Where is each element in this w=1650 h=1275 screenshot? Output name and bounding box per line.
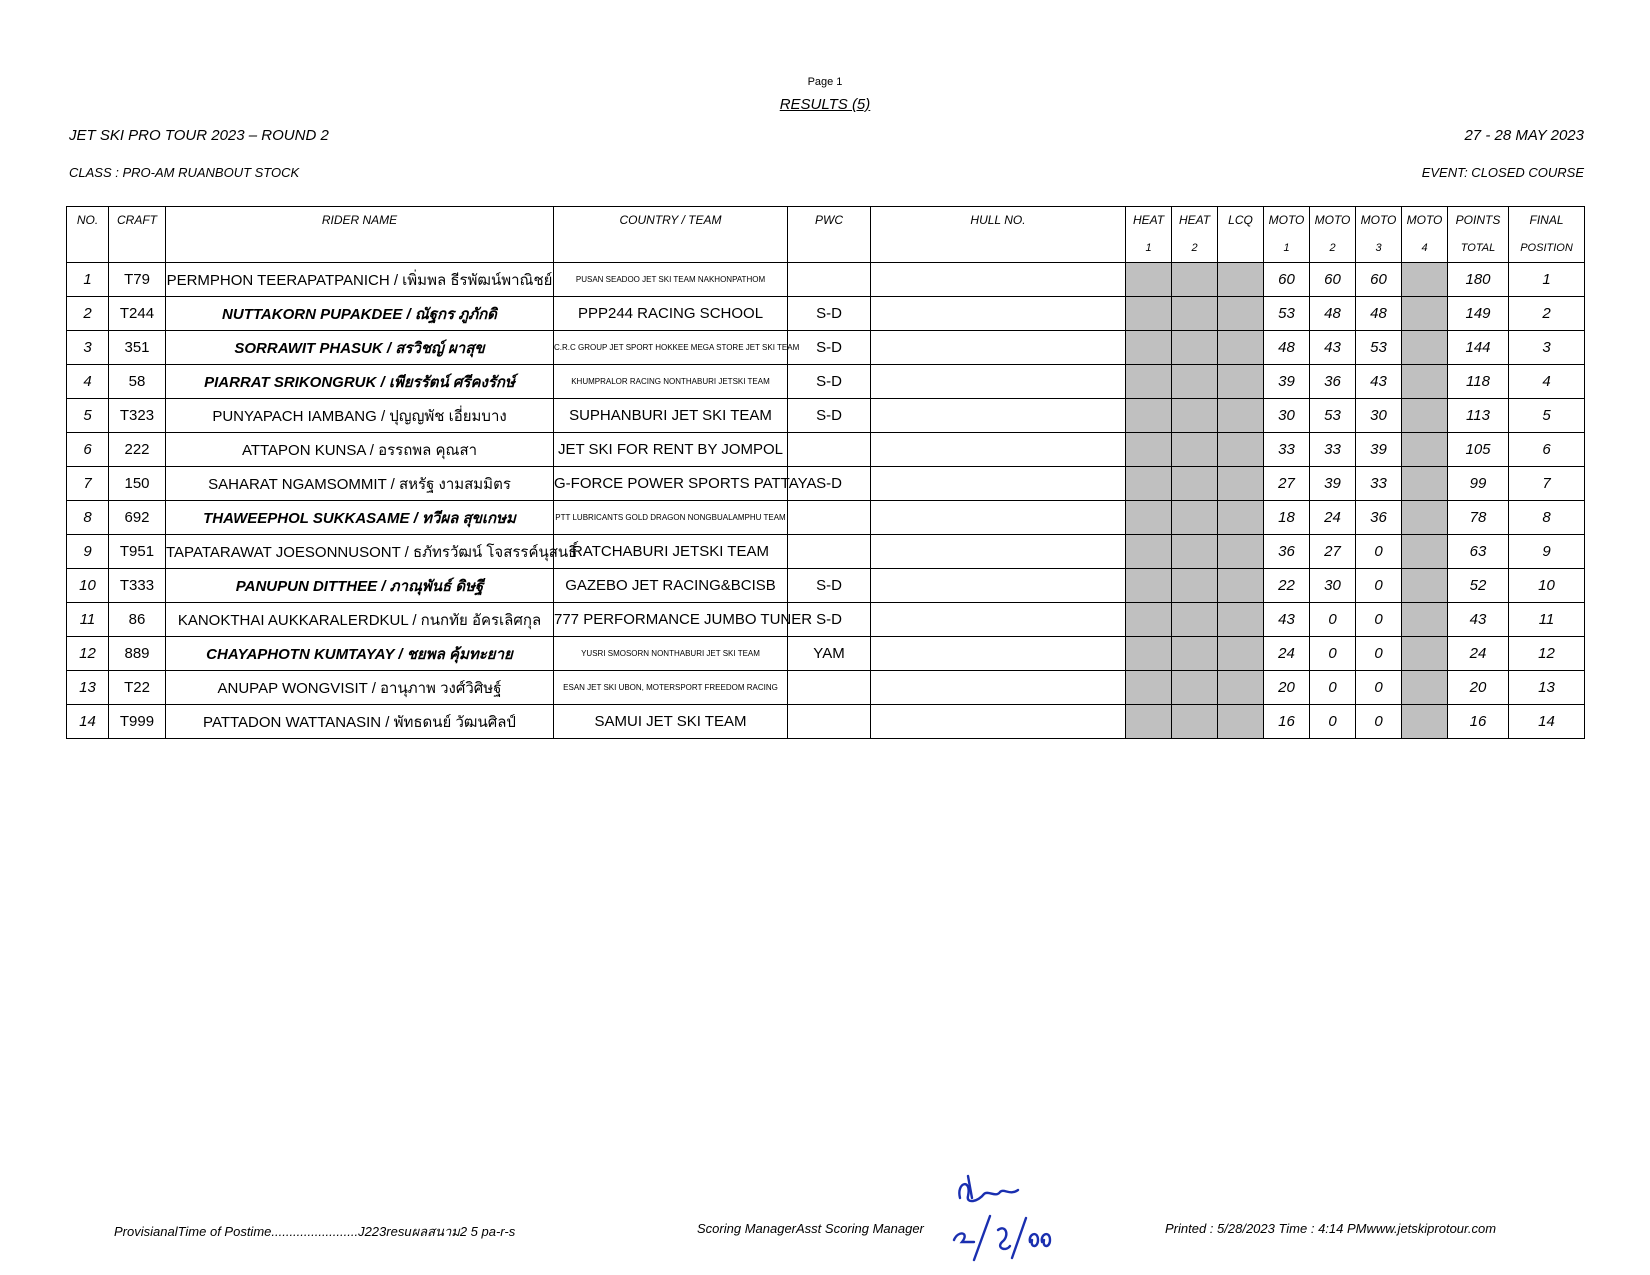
cell-team: SAMUI JET SKI TEAM (554, 705, 788, 739)
cell-craft: T951 (109, 535, 166, 569)
cell-moto3: 60 (1356, 263, 1402, 297)
cell-points-total: 149 (1448, 297, 1509, 331)
cell-rider: THAWEEPHOL SUKKASAME / ทวีผล สุขเกษม (166, 501, 554, 535)
cell-moto1: 48 (1264, 331, 1310, 365)
cell-final-position: 1 (1509, 263, 1585, 297)
cell-final-position: 8 (1509, 501, 1585, 535)
cell-final-position: 13 (1509, 671, 1585, 705)
event-title: JET SKI PRO TOUR 2023 – ROUND 2 (69, 127, 329, 144)
col-header-rider: RIDER NAME (166, 207, 554, 263)
cell-moto3: 53 (1356, 331, 1402, 365)
cell-lcq (1218, 603, 1264, 637)
cell-rider: KANOKTHAI AUKKARALERDKUL / กนกทัย อัครเลิศกุล (166, 603, 554, 637)
cell-heat1 (1126, 535, 1172, 569)
cell-moto1: 30 (1264, 399, 1310, 433)
cell-no: 4 (67, 365, 109, 399)
col-header-pwc: PWC (788, 207, 871, 263)
cell-no: 12 (67, 637, 109, 671)
cell-rider: PUNYAPACH IAMBANG / ปุญญพัช เอี่ยมบาง (166, 399, 554, 433)
cell-hull (871, 297, 1126, 331)
cell-team: ESAN JET SKI UBON, MOTERSPORT FREEDOM RACING (554, 671, 788, 705)
cell-moto3: 48 (1356, 297, 1402, 331)
cell-points-total: 113 (1448, 399, 1509, 433)
table-row (67, 705, 1585, 739)
cell-lcq (1218, 433, 1264, 467)
cell-no: 2 (67, 297, 109, 331)
cell-rider: PERMPHON TEERAPATPANICH / เพิ่มพล ธีรพัฒน์พาณิชย์ (166, 263, 554, 297)
table-row (67, 467, 1585, 501)
cell-moto1: 27 (1264, 467, 1310, 501)
table-row (67, 535, 1585, 569)
cell-points-total: 43 (1448, 603, 1509, 637)
cell-no: 3 (67, 331, 109, 365)
cell-heat2 (1172, 467, 1218, 501)
cell-moto2: 0 (1310, 603, 1356, 637)
table-row (67, 603, 1585, 637)
cell-heat2 (1172, 705, 1218, 739)
cell-team: KHUMPRALOR RACING NONTHABURI JETSKI TEAM (554, 365, 788, 399)
cell-heat1 (1126, 399, 1172, 433)
cell-team: C.R.C GROUP JET SPORT HOKKEE MEGA STORE JET SKI TEAM (554, 331, 788, 365)
cell-moto2: 48 (1310, 297, 1356, 331)
cell-pwc (788, 433, 871, 467)
cell-final-position: 6 (1509, 433, 1585, 467)
cell-pwc (788, 501, 871, 535)
cell-moto3: 0 (1356, 637, 1402, 671)
cell-heat1 (1126, 671, 1172, 705)
cell-points-total: 105 (1448, 433, 1509, 467)
cell-team: 777 PERFORMANCE JUMBO TUNER (554, 603, 788, 637)
cell-heat1 (1126, 501, 1172, 535)
cell-lcq (1218, 705, 1264, 739)
cell-heat1 (1126, 331, 1172, 365)
col-header-lcq: LCQ (1218, 207, 1264, 263)
cell-final-position: 4 (1509, 365, 1585, 399)
cell-moto4 (1402, 501, 1448, 535)
cell-moto1: 16 (1264, 705, 1310, 739)
cell-rider: NUTTAKORN PUPAKDEE / ณัฐกร ภูภักดิ (166, 297, 554, 331)
cell-craft: 692 (109, 501, 166, 535)
cell-moto4 (1402, 297, 1448, 331)
cell-moto3: 33 (1356, 467, 1402, 501)
cell-craft: T244 (109, 297, 166, 331)
cell-final-position: 9 (1509, 535, 1585, 569)
cell-no: 1 (67, 263, 109, 297)
cell-moto2: 24 (1310, 501, 1356, 535)
cell-team: PPP244 RACING SCHOOL (554, 297, 788, 331)
col-header-craft: CRAFT (109, 207, 166, 263)
cell-moto1: 18 (1264, 501, 1310, 535)
cell-hull (871, 399, 1126, 433)
cell-team: GAZEBO JET RACING&BCISB (554, 569, 788, 603)
cell-pwc: S-D (788, 297, 871, 331)
cell-pwc (788, 535, 871, 569)
cell-craft: 351 (109, 331, 166, 365)
cell-moto2: 43 (1310, 331, 1356, 365)
cell-craft: T22 (109, 671, 166, 705)
cell-rider: PANUPUN DITTHEE / ภาณุพันธ์ ดิษฐี (166, 569, 554, 603)
cell-rider: TAPATARAWAT JOESONNUSONT / ธภัทรวัฒน์ โจสรรค์นุสนธิ์ (166, 535, 554, 569)
col-header-moto3: MOTO 3 (1356, 207, 1402, 263)
cell-pwc (788, 263, 871, 297)
cell-moto3: 30 (1356, 399, 1402, 433)
cell-moto4 (1402, 365, 1448, 399)
table-row (67, 399, 1585, 433)
cell-moto4 (1402, 569, 1448, 603)
col-header-points: POINTS TOTAL (1448, 207, 1509, 263)
col-header-moto2: MOTO 2 (1310, 207, 1356, 263)
cell-hull (871, 671, 1126, 705)
table-row (67, 433, 1585, 467)
cell-points-total: 118 (1448, 365, 1509, 399)
handwritten-signature (948, 1168, 1058, 1263)
cell-final-position: 12 (1509, 637, 1585, 671)
cell-no: 8 (67, 501, 109, 535)
cell-moto4 (1402, 637, 1448, 671)
cell-moto3: 0 (1356, 535, 1402, 569)
cell-craft: 222 (109, 433, 166, 467)
event-type-label: EVENT: CLOSED COURSE (1421, 165, 1584, 180)
cell-pwc: S-D (788, 467, 871, 501)
table-row (67, 569, 1585, 603)
results-table (66, 206, 1585, 739)
cell-hull (871, 263, 1126, 297)
cell-final-position: 7 (1509, 467, 1585, 501)
cell-rider: ATTAPON KUNSA / อรรถพล คุณสา (166, 433, 554, 467)
cell-no: 10 (67, 569, 109, 603)
cell-heat2 (1172, 433, 1218, 467)
footer-printed: Printed : 5/28/2023 Time : 4:14 PMwww.jetskiprotour.com (1165, 1221, 1497, 1236)
cell-lcq (1218, 569, 1264, 603)
cell-heat1 (1126, 637, 1172, 671)
cell-moto4 (1402, 399, 1448, 433)
cell-no: 5 (67, 399, 109, 433)
cell-pwc: S-D (788, 603, 871, 637)
cell-craft: T333 (109, 569, 166, 603)
cell-hull (871, 603, 1126, 637)
cell-final-position: 14 (1509, 705, 1585, 739)
results-body (67, 263, 1585, 739)
cell-moto4 (1402, 671, 1448, 705)
cell-points-total: 144 (1448, 331, 1509, 365)
cell-heat2 (1172, 501, 1218, 535)
table-row (67, 365, 1585, 399)
cell-pwc (788, 671, 871, 705)
cell-no: 7 (67, 467, 109, 501)
cell-heat1 (1126, 705, 1172, 739)
cell-points-total: 78 (1448, 501, 1509, 535)
cell-no: 13 (67, 671, 109, 705)
cell-heat2 (1172, 263, 1218, 297)
cell-craft: T79 (109, 263, 166, 297)
cell-moto2: 60 (1310, 263, 1356, 297)
cell-craft: 58 (109, 365, 166, 399)
col-header-heat2: HEAT 2 (1172, 207, 1218, 263)
cell-team: PUSAN SEADOO JET SKI TEAM NAKHONPATHOM (554, 263, 788, 297)
cell-moto4 (1402, 535, 1448, 569)
cell-points-total: 63 (1448, 535, 1509, 569)
table-row (67, 637, 1585, 671)
cell-team: JET SKI FOR RENT BY JOMPOL (554, 433, 788, 467)
event-date: 27 - 28 MAY 2023 (1464, 127, 1584, 144)
cell-moto3: 0 (1356, 671, 1402, 705)
cell-no: 9 (67, 535, 109, 569)
cell-heat1 (1126, 467, 1172, 501)
cell-rider: PATTADON WATTANASIN / พัทธดนย์ วัฒนศิลป์ (166, 705, 554, 739)
cell-moto1: 20 (1264, 671, 1310, 705)
cell-moto1: 33 (1264, 433, 1310, 467)
cell-heat1 (1126, 263, 1172, 297)
cell-hull (871, 467, 1126, 501)
cell-pwc (788, 705, 871, 739)
cell-moto2: 33 (1310, 433, 1356, 467)
col-header-no: NO. (67, 207, 109, 263)
cell-heat2 (1172, 297, 1218, 331)
cell-final-position: 5 (1509, 399, 1585, 433)
class-label: CLASS : PRO-AM RUANBOUT STOCK (69, 165, 300, 180)
cell-heat2 (1172, 365, 1218, 399)
col-header-team: COUNTRY / TEAM (554, 207, 788, 263)
cell-moto1: 53 (1264, 297, 1310, 331)
cell-lcq (1218, 467, 1264, 501)
cell-moto3: 0 (1356, 705, 1402, 739)
cell-moto4 (1402, 263, 1448, 297)
cell-lcq (1218, 671, 1264, 705)
cell-heat2 (1172, 331, 1218, 365)
cell-moto4 (1402, 603, 1448, 637)
cell-moto4 (1402, 433, 1448, 467)
cell-pwc: S-D (788, 569, 871, 603)
cell-points-total: 52 (1448, 569, 1509, 603)
cell-heat2 (1172, 399, 1218, 433)
cell-team: PTT LUBRICANTS GOLD DRAGON NONGBUALAMPHU TEAM (554, 501, 788, 535)
cell-final-position: 3 (1509, 331, 1585, 365)
cell-moto3: 43 (1356, 365, 1402, 399)
footer-scoring-manager: Scoring ManagerAsst Scoring Manager (697, 1221, 924, 1236)
table-row (67, 501, 1585, 535)
cell-heat2 (1172, 569, 1218, 603)
cell-moto1: 39 (1264, 365, 1310, 399)
cell-moto1: 36 (1264, 535, 1310, 569)
cell-points-total: 24 (1448, 637, 1509, 671)
cell-final-position: 10 (1509, 569, 1585, 603)
cell-rider: SORRAWIT PHASUK / สรวิชญ์ ผาสุข (166, 331, 554, 365)
cell-team: SUPHANBURI JET SKI TEAM (554, 399, 788, 433)
col-header-moto1: MOTO 1 (1264, 207, 1310, 263)
cell-craft: 150 (109, 467, 166, 501)
cell-lcq (1218, 637, 1264, 671)
cell-moto2: 53 (1310, 399, 1356, 433)
results-title: RESULTS (5) (779, 96, 871, 113)
cell-craft: 86 (109, 603, 166, 637)
cell-moto4 (1402, 467, 1448, 501)
cell-no: 6 (67, 433, 109, 467)
cell-points-total: 16 (1448, 705, 1509, 739)
cell-rider: SAHARAT NGAMSOMMIT / สหรัฐ งามสมมิตร (166, 467, 554, 501)
cell-heat1 (1126, 603, 1172, 637)
cell-lcq (1218, 535, 1264, 569)
cell-craft: T323 (109, 399, 166, 433)
cell-heat2 (1172, 535, 1218, 569)
cell-pwc: YAM (788, 637, 871, 671)
cell-lcq (1218, 263, 1264, 297)
cell-hull (871, 637, 1126, 671)
table-row (67, 671, 1585, 705)
cell-moto3: 0 (1356, 603, 1402, 637)
cell-heat2 (1172, 671, 1218, 705)
cell-lcq (1218, 501, 1264, 535)
cell-heat1 (1126, 365, 1172, 399)
table-row (67, 331, 1585, 365)
cell-moto3: 39 (1356, 433, 1402, 467)
cell-moto3: 36 (1356, 501, 1402, 535)
cell-heat1 (1126, 297, 1172, 331)
cell-hull (871, 331, 1126, 365)
col-header-hull: HULL NO. (871, 207, 1126, 263)
cell-craft: 889 (109, 637, 166, 671)
cell-team: G-FORCE POWER SPORTS PATTAYA (554, 467, 788, 501)
cell-moto4 (1402, 331, 1448, 365)
cell-points-total: 20 (1448, 671, 1509, 705)
cell-rider: PIARRAT SRIKONGRUK / เพียรรัตน์ ศรีคงรักษ์ (166, 365, 554, 399)
cell-lcq (1218, 399, 1264, 433)
cell-moto2: 27 (1310, 535, 1356, 569)
cell-moto2: 36 (1310, 365, 1356, 399)
col-header-moto4: MOTO 4 (1402, 207, 1448, 263)
table-row (67, 297, 1585, 331)
cell-hull (871, 535, 1126, 569)
cell-hull (871, 365, 1126, 399)
cell-pwc: S-D (788, 365, 871, 399)
cell-final-position: 11 (1509, 603, 1585, 637)
cell-team: YUSRI SMOSORN NONTHABURI JET SKI TEAM (554, 637, 788, 671)
cell-points-total: 99 (1448, 467, 1509, 501)
cell-no: 11 (67, 603, 109, 637)
cell-moto2: 0 (1310, 671, 1356, 705)
cell-moto1: 24 (1264, 637, 1310, 671)
col-header-heat1: HEAT 1 (1126, 207, 1172, 263)
cell-heat2 (1172, 603, 1218, 637)
cell-lcq (1218, 297, 1264, 331)
footer-provisional: ProvisianalTime of Postime........................J223resuผลสนาม2 5 pa-r-s (114, 1224, 516, 1239)
cell-pwc: S-D (788, 331, 871, 365)
page-number: Page 1 (807, 76, 843, 88)
cell-hull (871, 569, 1126, 603)
cell-final-position: 2 (1509, 297, 1585, 331)
cell-heat1 (1126, 433, 1172, 467)
table-header-row (67, 207, 1585, 263)
cell-points-total: 180 (1448, 263, 1509, 297)
cell-moto1: 60 (1264, 263, 1310, 297)
cell-rider: CHAYAPHOTN KUMTAYAY / ชยพล คุ้มทะยาย (166, 637, 554, 671)
cell-moto1: 22 (1264, 569, 1310, 603)
cell-moto2: 0 (1310, 637, 1356, 671)
cell-moto1: 43 (1264, 603, 1310, 637)
cell-lcq (1218, 331, 1264, 365)
cell-hull (871, 433, 1126, 467)
cell-rider: ANUPAP WONGVISIT / อานุภาพ วงศ์วิศิษฐ์ (166, 671, 554, 705)
cell-heat2 (1172, 637, 1218, 671)
cell-team: RATCHABURI JETSKI TEAM (554, 535, 788, 569)
cell-hull (871, 705, 1126, 739)
cell-moto2: 30 (1310, 569, 1356, 603)
cell-no: 14 (67, 705, 109, 739)
cell-heat1 (1126, 569, 1172, 603)
cell-lcq (1218, 365, 1264, 399)
cell-moto2: 0 (1310, 705, 1356, 739)
cell-moto4 (1402, 705, 1448, 739)
cell-pwc: S-D (788, 399, 871, 433)
col-header-final: FINAL POSITION (1509, 207, 1585, 263)
cell-craft: T999 (109, 705, 166, 739)
cell-hull (871, 501, 1126, 535)
cell-moto2: 39 (1310, 467, 1356, 501)
table-row (67, 263, 1585, 297)
cell-moto3: 0 (1356, 569, 1402, 603)
